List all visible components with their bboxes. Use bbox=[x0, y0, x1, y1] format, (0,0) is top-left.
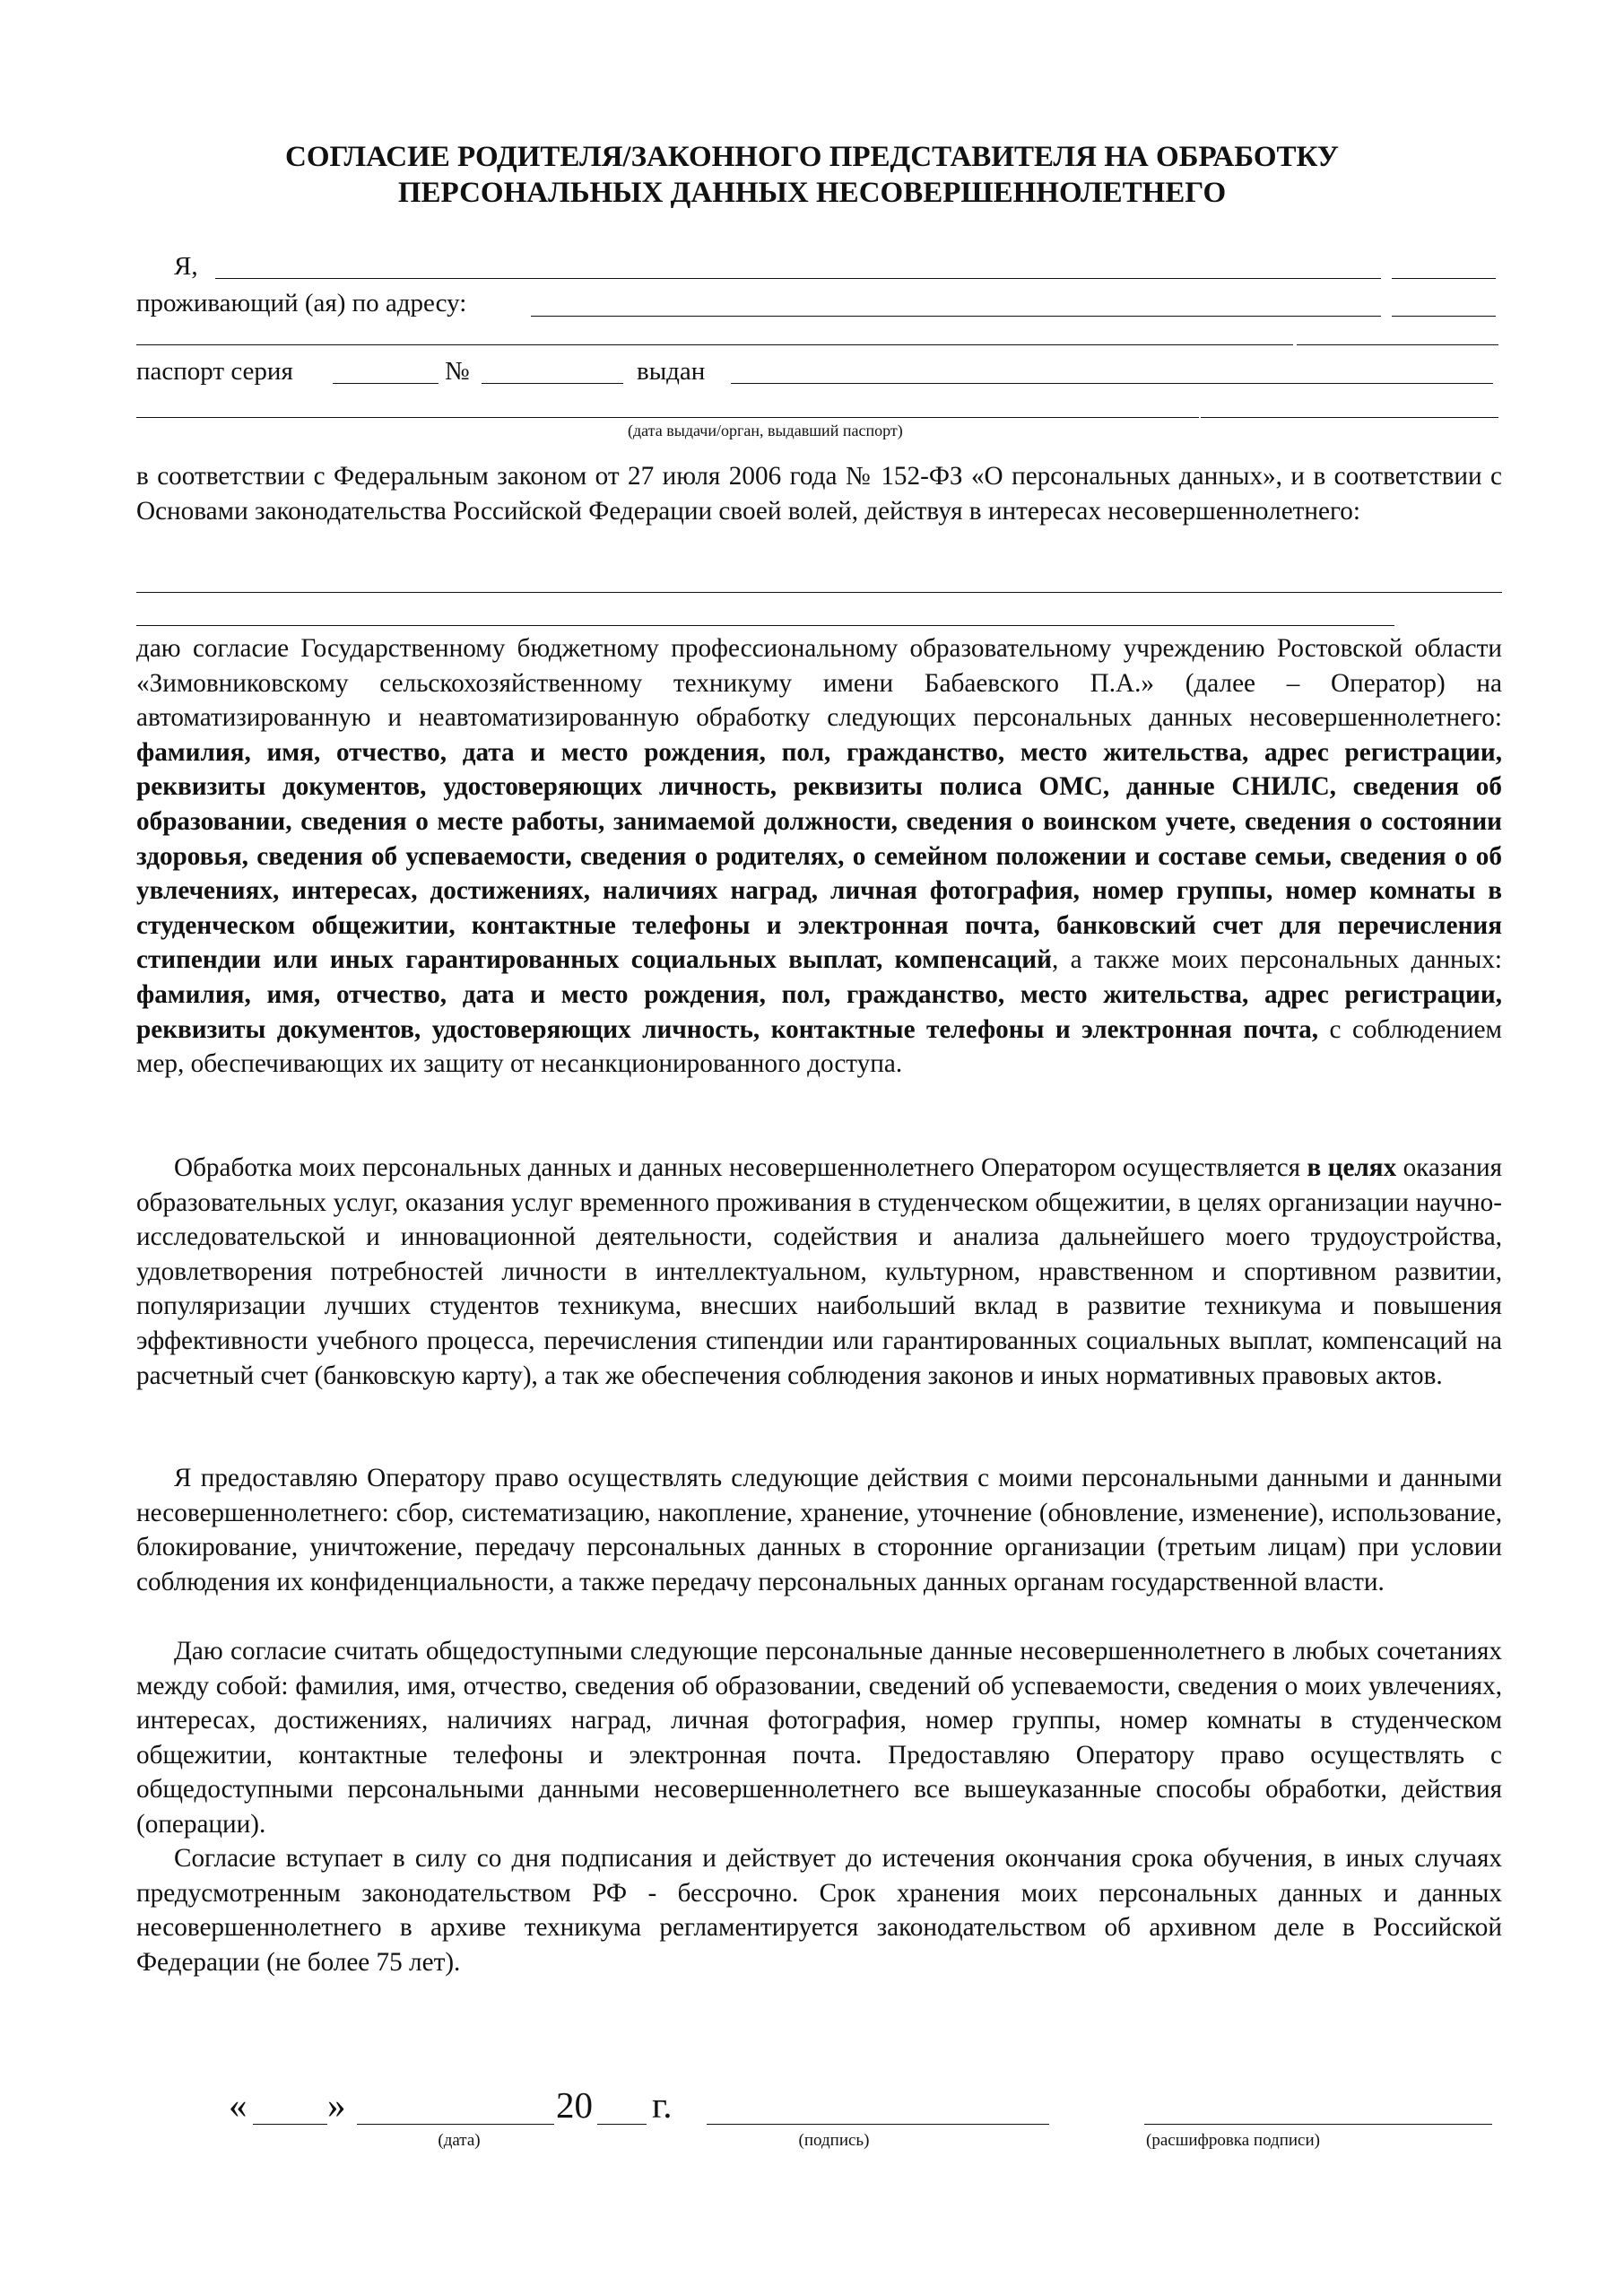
signature-caption: (подпись) bbox=[798, 2131, 870, 2150]
passport-series-label: паспорт серия bbox=[136, 357, 293, 386]
consent-own-data-list: фамилия, имя, отчество, дата и место рождения, пол, гражданство, место жительства, адрес регистрации, реквизиты документов, удостоверяющих личность, контактные телефоны и электронная почта, bbox=[136, 979, 1502, 1044]
consent-minor-data-list: фамилия, имя, отчество, дата и место рождения, пол, гражданство, место жительства, адрес регистрации, реквизиты документов, удостоверяющих личность, реквизиты полиса ОМС, данные СНИЛС, сведения об образовании, сведения о месте работы, занимаемой должности, сведения о воинском учете, сведения о состоянии здоровья, сведения об успеваемости, сведения о родителях, о семейном положении и составе семьи, сведения о об увлечениях, интересах, достижениях, наличиях наград, личная фотография, номер группы, номер комнаты в студенческом общежитии, контактные телефоны и электронная почта, банковский счет для перечисления стипендии или иных гарантированных социальных выплат, компенсаций bbox=[136, 737, 1502, 975]
signature-decode-caption: (расшифровка подписи) bbox=[1146, 2131, 1320, 2150]
address-label: проживающий (ая) по адресу: bbox=[136, 289, 467, 317]
i-label: Я, bbox=[174, 252, 198, 281]
passport-series-field[interactable] bbox=[333, 383, 439, 384]
date-year-prefix: 20 bbox=[556, 2084, 593, 2126]
consent-paragraph bbox=[136, 631, 1502, 1082]
processing-paragraph bbox=[136, 1151, 1502, 1393]
intro-paragraph: в соответствии с Федеральным законом от 27 июля 2006 года № 152-ФЗ «О персональных данных», и в соответствии с Основами законодательства Российской Федерации своей волей, действуя в интересах несовершеннолетнего: bbox=[136, 462, 1502, 526]
title-line-2: ПЕРСОНАЛЬНЫХ ДАННЫХ НЕСОВЕРШЕННОЛЕТНЕГО bbox=[397, 177, 1227, 209]
date-caption: (дата) bbox=[438, 2131, 481, 2150]
document-title bbox=[135, 139, 1489, 211]
issued-field-line-2-extra[interactable] bbox=[1201, 417, 1498, 418]
validity-paragraph: Согласие вступает в силу со дня подписания и действует до истечения окончания срока обучения, в иных случаях предусмотренным законодательством РФ - бессрочно. Срок хранения моих персональных данных и данных несовершеннолетнего в архиве техникума регламентируется законодательством об архивном деле в Российской Федерации (не более 75 лет). bbox=[136, 1844, 1502, 1977]
signature-field[interactable] bbox=[707, 2124, 1049, 2125]
consent-text-1: даю согласие Государственному бюджетному профессиональному образовательному учреждению Ростовской области «Зимовниковскому сельскохозяйственному техникуму имени Бабаевского П.А.» (далее – Оператор) на автоматизированную и неавтоматизированную обработку следующих персональных данных несовершеннолетнего: bbox=[136, 634, 1502, 733]
minor-name-field[interactable] bbox=[136, 592, 1502, 593]
address-field[interactable] bbox=[531, 316, 1381, 317]
signature-decode-field[interactable] bbox=[1144, 2124, 1492, 2125]
date-day-field[interactable] bbox=[253, 2124, 327, 2125]
rights-paragraph: Я предоставляю Оператору право осуществлять следующие действия с моими персональными данными и данными несовершеннолетнего: сбор, систематизацию, накопление, хранение, уточнение (обновление, изменение), использование, блокирование, уничтожение, передачу персональных данных в сторонние организации (третьим лицам) при условии соблюдения их конфиденциальности, а также передачу персональных данных органам государственной власти. bbox=[136, 1464, 1502, 1596]
issued-caption: (дата выдачи/орган, выдавший паспорт) bbox=[628, 422, 903, 439]
issued-label: выдан bbox=[637, 357, 706, 386]
parent-name-field-extra[interactable] bbox=[1392, 278, 1496, 279]
issued-field[interactable] bbox=[731, 383, 1493, 384]
processing-text-2: оказания образовательных услуг, оказания услуг временного проживания в студенческом общежитии, в целях организации научно-исследовательской и инновационной деятельности, содействия и анализа дальнейшего моего трудоустройства, удовлетворения потребностей личности в интеллектуальном, культурном, нравственном и спортивном развитии, популяризации лучших студентов техникума, внесших наибольший вклад в развитие техникума и повышения эффективности учебного процесса, перечисления стипендии или гарантированных социальных выплат, компенсаций на расчетный счет (банковскую карту), а так же обеспечения соблюдения законов и иных нормативных правовых актов. bbox=[136, 1153, 1503, 1390]
processing-bold: в целях bbox=[1307, 1153, 1397, 1182]
public-data-paragraph: Даю согласие считать общедоступными следующие персональные данные несовершеннолетнего в любых сочетаниях между собой: фамилия, имя, отчество, сведения об образовании, сведений об успеваемости, сведения о моих увлечениях, интересах, достижениях, наличиях наград, личная фотография, номер группы, номер комнаты в студенческом общежитии, контактные телефоны и электронная почта. Предоставляю Оператору право осуществлять с общедоступными персональными данными несовершеннолетнего все вышеуказанные способы обработки, действия (операции). bbox=[136, 1637, 1502, 1839]
passport-number-label: № bbox=[445, 357, 470, 386]
address-field-extra[interactable] bbox=[1392, 316, 1496, 317]
issued-field-line-2[interactable] bbox=[136, 417, 1199, 418]
processing-text-1: Обработка моих персональных данных и данных несовершеннолетнего Оператором осуществляется bbox=[174, 1153, 1307, 1182]
title-line-1: СОГЛАСИЕ РОДИТЕЛЯ/ЗАКОННОГО ПРЕДСТАВИТЕЛЯ НА ОБРАБОТКУ bbox=[285, 141, 1339, 173]
address-field-line-2[interactable] bbox=[136, 344, 1293, 345]
consent-text-2: , а также моих персональных данных: bbox=[1051, 945, 1502, 975]
parent-name-field[interactable] bbox=[215, 278, 1381, 279]
minor-name-field-line-2[interactable] bbox=[136, 625, 1394, 626]
date-quote-open: « bbox=[229, 2084, 248, 2126]
date-month-field[interactable] bbox=[357, 2124, 554, 2125]
date-year-field[interactable] bbox=[597, 2124, 647, 2125]
date-year-suffix: г. bbox=[652, 2084, 673, 2126]
date-quote-close: » bbox=[327, 2084, 346, 2126]
consent-text-3: с соблюдением мер, обеспечивающих их защиту от несанкционированного доступа. bbox=[136, 1014, 1502, 1079]
passport-number-field[interactable] bbox=[482, 383, 623, 384]
address-field-line-2-extra[interactable] bbox=[1297, 344, 1498, 345]
